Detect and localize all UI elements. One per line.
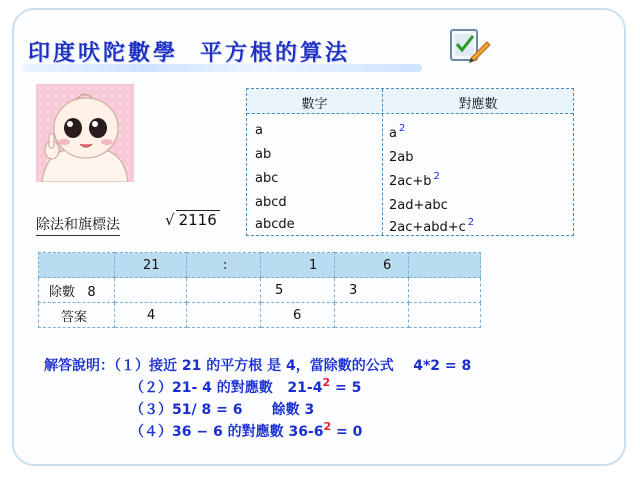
grid-cell: 6 [261, 303, 335, 328]
explanation-step-2: （２）21- 4 的對應數 $21-4^2 = 5$ [130, 376, 362, 396]
grid-divisor-row [39, 278, 481, 303]
grid-cell [187, 303, 261, 328]
grid-cell [39, 253, 115, 278]
explanation-label: 解答說明： [44, 358, 114, 374]
grid-cell: 5 [261, 278, 335, 303]
grid-cell [115, 278, 187, 303]
page-title [28, 36, 350, 67]
grid-cell: : [187, 253, 261, 278]
method-label: 除法和旗標法 [36, 214, 120, 236]
grid-answer-row [39, 303, 481, 328]
explanation-step-1: 解答說明：（１）接近 21 的平方根 是 4，當除數的公式 4*2 = 8 [44, 358, 472, 374]
grid-cell: 1 [261, 253, 335, 278]
formula-table [246, 88, 574, 236]
radicand: 2116 [176, 210, 220, 229]
value-cell: 2ac+abd+c $^2$ [389, 217, 475, 235]
grid-cell [335, 303, 409, 328]
grid-cell: 4 [115, 303, 187, 328]
explanation-step-4: （４）36 − 6 的對應數 $36-6^2 = 0$ [130, 420, 363, 440]
grid-cell: 21 [115, 253, 187, 278]
title-part1: 印度吠陀數學 [28, 41, 179, 66]
grid-cell [409, 278, 481, 303]
grid-cell: 6 [335, 253, 409, 278]
value-cell: a $^2$ [389, 123, 406, 141]
number-cell: ab [255, 147, 272, 162]
checklist-pencil-icon [447, 24, 491, 68]
grid-cell [409, 303, 481, 328]
value-cell: 2ad+abc [389, 198, 448, 213]
grid-cell [187, 278, 261, 303]
value-cell: 2ab [389, 150, 414, 165]
explanation [44, 350, 472, 460]
grid-cell [409, 253, 481, 278]
value-cell: 2ac+b $^2$ [389, 171, 440, 189]
answer-label-cell: 答案 [39, 303, 115, 328]
number-cell: abcde [255, 217, 295, 232]
divisor-label-cell: 除數 8 [39, 278, 115, 303]
square-root-expression: √ 2116 [165, 210, 220, 229]
number-cell: a [255, 123, 263, 138]
number-cell: abc [255, 171, 279, 186]
header-number: 數字 [301, 97, 328, 112]
grid-cell: 3 [335, 278, 409, 303]
cartoon-avatar [36, 84, 134, 182]
title-part2: 平方根的算法 [200, 41, 351, 66]
explanation-step-3: （３）51/ 8 = 6 餘數 3 [130, 402, 315, 418]
number-cell: abcd [255, 195, 287, 210]
header-value: 對應數 [458, 97, 498, 112]
grid-header-row [39, 253, 481, 278]
division-grid [38, 252, 481, 328]
